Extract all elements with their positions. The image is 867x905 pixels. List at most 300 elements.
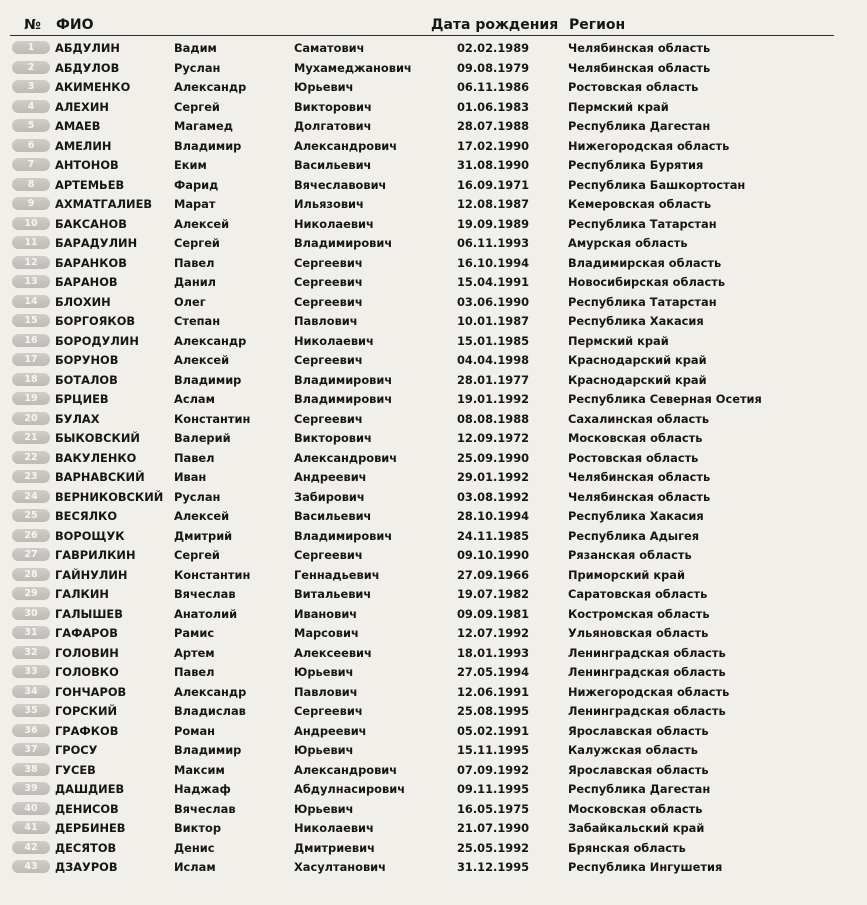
last-name: ВАКУЛЕНКО	[55, 450, 137, 465]
region: Пермский край	[568, 333, 669, 348]
birth-date: 09.10.1990	[457, 548, 530, 562]
first-name: Алексей	[174, 509, 230, 523]
row-number-badge: 32	[12, 646, 50, 659]
row-number-badge: 27	[12, 548, 50, 561]
table-row	[0, 311, 867, 331]
last-name: БАРАНОВ	[55, 275, 118, 289]
patronymic: Вячеславович	[294, 177, 387, 192]
last-name: АХМАТГАЛИЕВ	[55, 197, 153, 211]
row-number-badge: 41	[12, 821, 50, 834]
region: Челябинская область	[568, 470, 711, 484]
last-name: ВАРНАВСКИЙ	[55, 470, 145, 484]
last-name: АНТОНОВ	[55, 158, 119, 172]
birth-date: 12.07.1992	[457, 626, 530, 640]
birth-date: 27.09.1966	[457, 567, 530, 582]
table-row	[0, 292, 867, 312]
birth-date: 12.06.1991	[457, 684, 530, 699]
region: Республика Хакасия	[568, 509, 704, 523]
region: Саратовская область	[568, 587, 708, 601]
row-number-badge: 16	[12, 334, 50, 347]
first-name: Сергей	[174, 548, 220, 562]
table-row	[0, 194, 867, 214]
header-divider	[10, 35, 834, 36]
row-number-badge: 12	[12, 256, 50, 269]
region: Калужская область	[568, 743, 698, 757]
last-name: ГОНЧАРОВ	[55, 684, 127, 699]
table-row	[0, 253, 867, 273]
first-name: Ислам	[174, 860, 216, 874]
region: Владимирская область	[568, 255, 722, 270]
region: Кемеровская область	[568, 197, 712, 211]
row-number-badge: 9	[12, 197, 50, 210]
patronymic: Александрович	[294, 450, 398, 465]
birth-date: 09.11.1995	[457, 782, 530, 796]
row-number-badge: 3	[12, 80, 50, 93]
first-name: Данил	[174, 275, 217, 289]
region: Республика Бурятия	[568, 158, 704, 172]
patronymic: Александрович	[294, 138, 398, 153]
table-row	[0, 272, 867, 292]
last-name: ГРОСУ	[55, 743, 98, 757]
table-row	[0, 662, 867, 682]
row-number-badge: 6	[12, 139, 50, 152]
table-row	[0, 682, 867, 702]
last-name: БАКСАНОВ	[55, 216, 127, 231]
table-row	[0, 487, 867, 507]
last-name: ГУСЕВ	[55, 762, 96, 777]
region: Республика Татарстан	[568, 294, 717, 309]
row-number-badge: 1	[12, 41, 50, 54]
first-name: Максим	[174, 762, 225, 777]
row-number-badge: 19	[12, 392, 50, 405]
table-row	[0, 331, 867, 351]
patronymic: Алексеевич	[294, 645, 372, 660]
row-number-badge: 18	[12, 373, 50, 386]
row-number-badge: 23	[12, 470, 50, 483]
last-name: ВЕСЯЛКО	[55, 509, 118, 523]
region: Приморский край	[568, 567, 685, 582]
last-name: АРТЕМЬЕВ	[55, 177, 125, 192]
birth-date: 17.02.1990	[457, 138, 530, 153]
first-name: Анатолий	[174, 606, 238, 621]
patronymic: Сергеевич	[294, 548, 363, 562]
last-name: ДАШДИЕВ	[55, 782, 125, 796]
last-name: ДЕСЯТОВ	[55, 840, 117, 855]
row-number-badge: 7	[12, 158, 50, 171]
first-name: Александр	[174, 684, 247, 699]
birth-date: 06.11.1993	[457, 236, 530, 250]
row-number-badge: 2	[12, 61, 50, 74]
first-name: Вячеслав	[174, 587, 236, 601]
birth-date: 09.09.1981	[457, 606, 530, 621]
region: Челябинская область	[568, 41, 711, 55]
last-name: БРЦИЕВ	[55, 392, 109, 406]
region: Краснодарский край	[568, 372, 707, 387]
birth-date: 31.08.1990	[457, 158, 530, 172]
birth-date: 19.07.1982	[457, 587, 530, 601]
row-number-badge: 25	[12, 509, 50, 522]
patronymic: Владимирович	[294, 236, 393, 250]
row-number-badge: 28	[12, 568, 50, 581]
birth-date: 09.08.1979	[457, 60, 530, 75]
table-row	[0, 370, 867, 390]
table-row	[0, 740, 867, 760]
first-name: Рамис	[174, 626, 215, 640]
row-number-badge: 35	[12, 704, 50, 717]
row-number-badge: 29	[12, 587, 50, 600]
table-row	[0, 409, 867, 429]
last-name: БОРГОЯКОВ	[55, 314, 136, 328]
header-birth-date: Дата рождения	[431, 17, 559, 33]
patronymic: Владимирович	[294, 392, 393, 406]
birth-date: 25.09.1990	[457, 450, 530, 465]
row-number-badge: 30	[12, 607, 50, 620]
row-number-badge: 36	[12, 724, 50, 737]
region: Костромская область	[568, 606, 710, 621]
birth-date: 10.01.1987	[457, 314, 530, 328]
region: Московская область	[568, 801, 703, 816]
patronymic: Иванович	[294, 606, 358, 621]
region: Нижегородская область	[568, 684, 730, 699]
birth-date: 15.11.1995	[457, 743, 530, 757]
region: Челябинская область	[568, 489, 711, 504]
region: Республика Хакасия	[568, 314, 704, 328]
region: Республика Дагестан	[568, 119, 711, 133]
last-name: ДЕРБИНЕВ	[55, 821, 126, 835]
birth-date: 04.04.1998	[457, 353, 530, 367]
patronymic: Хасултанович	[294, 860, 386, 874]
first-name: Руслан	[174, 60, 221, 75]
last-name: АБДУЛИН	[55, 41, 120, 55]
patronymic: Юрьевич	[294, 665, 354, 679]
last-name: БОРОДУЛИН	[55, 333, 139, 348]
last-name: БЫКОВСКИЙ	[55, 431, 140, 445]
birth-date: 28.07.1988	[457, 119, 530, 133]
region: Брянская область	[568, 840, 686, 855]
last-name: ГАВРИЛКИН	[55, 548, 136, 562]
table-row	[0, 77, 867, 97]
birth-date: 03.08.1992	[457, 489, 530, 504]
first-name: Марат	[174, 197, 216, 211]
patronymic: Витальевич	[294, 587, 372, 601]
first-name: Аслам	[174, 392, 215, 406]
last-name: ГАЙНУЛИН	[55, 567, 128, 582]
first-name: Магамед	[174, 119, 233, 133]
region: Республика Адыгея	[568, 528, 700, 543]
table-row	[0, 116, 867, 136]
table-row	[0, 38, 867, 58]
table-row	[0, 701, 867, 721]
region: Краснодарский край	[568, 353, 707, 367]
patronymic: Сергеевич	[294, 255, 363, 270]
birth-date: 16.09.1971	[457, 177, 530, 192]
birth-date: 06.11.1986	[457, 80, 530, 94]
patronymic: Юрьевич	[294, 80, 354, 94]
first-name: Роман	[174, 723, 216, 738]
table-row	[0, 175, 867, 195]
patronymic: Сергеевич	[294, 275, 363, 289]
region: Республика Дагестан	[568, 782, 711, 796]
birth-date: 25.05.1992	[457, 840, 530, 855]
birth-date: 19.01.1992	[457, 392, 530, 406]
first-name: Александр	[174, 333, 247, 348]
row-number-badge: 33	[12, 665, 50, 678]
table-row	[0, 604, 867, 624]
table-row	[0, 584, 867, 604]
patronymic: Дмитриевич	[294, 840, 375, 855]
table-row	[0, 155, 867, 175]
patronymic: Павлович	[294, 684, 358, 699]
last-name: ГОЛОВИН	[55, 645, 119, 660]
patronymic: Владимирович	[294, 372, 393, 387]
region: Московская область	[568, 431, 703, 445]
header-full-name: ФИО	[56, 17, 94, 33]
region: Ульяновская область	[568, 626, 709, 640]
first-name: Сергей	[174, 99, 220, 114]
table-row	[0, 467, 867, 487]
patronymic: Николаевич	[294, 333, 374, 348]
region: Ленинградская область	[568, 645, 726, 660]
patronymic: Ильязович	[294, 197, 364, 211]
last-name: ГОРСКИЙ	[55, 704, 118, 718]
table-row	[0, 136, 867, 156]
region: Ростовская область	[568, 80, 699, 94]
last-name: АЛЕХИН	[55, 99, 109, 114]
row-number-badge: 34	[12, 685, 50, 698]
region: Ярославская область	[568, 762, 709, 777]
birth-date: 19.09.1989	[457, 216, 530, 231]
row-number-badge: 37	[12, 743, 50, 756]
row-number-badge: 4	[12, 100, 50, 113]
region: Нижегородская область	[568, 138, 730, 153]
table-row	[0, 818, 867, 838]
first-name: Степан	[174, 314, 221, 328]
birth-date: 31.12.1995	[457, 860, 530, 874]
birth-date: 27.05.1994	[457, 665, 530, 679]
row-number-badge: 10	[12, 217, 50, 230]
last-name: АМЕЛИН	[55, 138, 112, 153]
table-row	[0, 857, 867, 877]
last-name: ВЕРНИКОВСКИЙ	[55, 489, 164, 504]
region: Забайкальский край	[568, 821, 705, 835]
last-name: БАРАДУЛИН	[55, 236, 138, 250]
patronymic: Сергеевич	[294, 704, 363, 718]
birth-date: 25.08.1995	[457, 704, 530, 718]
row-number-badge: 14	[12, 295, 50, 308]
patronymic: Юрьевич	[294, 801, 354, 816]
first-name: Владимир	[174, 372, 242, 387]
row-number-badge: 8	[12, 178, 50, 191]
patronymic: Николаевич	[294, 821, 374, 835]
row-number-badge: 21	[12, 431, 50, 444]
first-name: Иван	[174, 470, 207, 484]
last-name: БАРАНКОВ	[55, 255, 127, 270]
region: Республика Башкортостан	[568, 177, 746, 192]
person-list	[0, 38, 867, 877]
table-row	[0, 233, 867, 253]
region: Ленинградская область	[568, 665, 726, 679]
birth-date: 03.06.1990	[457, 294, 530, 309]
table-row	[0, 506, 867, 526]
birth-date: 02.02.1989	[457, 41, 530, 55]
region: Ростовская область	[568, 450, 699, 465]
patronymic: Викторович	[294, 99, 372, 114]
table-header	[0, 14, 867, 36]
patronymic: Николаевич	[294, 216, 374, 231]
patronymic: Геннадьевич	[294, 567, 380, 582]
row-number-badge: 5	[12, 119, 50, 132]
table-row	[0, 350, 867, 370]
patronymic: Забирович	[294, 489, 365, 504]
region: Амурская область	[568, 236, 688, 250]
last-name: ДЕНИСОВ	[55, 801, 119, 816]
last-name: АМАЕВ	[55, 119, 101, 133]
region: Рязанская область	[568, 548, 692, 562]
birth-date: 12.08.1987	[457, 197, 530, 211]
table-row	[0, 799, 867, 819]
first-name: Виктор	[174, 821, 221, 835]
first-name: Еким	[174, 158, 207, 172]
last-name: БОТАЛОВ	[55, 372, 118, 387]
table-row	[0, 448, 867, 468]
patronymic: Сергеевич	[294, 353, 363, 367]
region: Пермский край	[568, 99, 669, 114]
header-number: №	[24, 17, 41, 33]
first-name: Артем	[174, 645, 215, 660]
birth-date: 15.01.1985	[457, 333, 530, 348]
last-name: ВОРОЩУК	[55, 528, 125, 543]
birth-date: 12.09.1972	[457, 431, 530, 445]
row-number-badge: 20	[12, 412, 50, 425]
table-row	[0, 97, 867, 117]
first-name: Денис	[174, 840, 215, 855]
table-row	[0, 428, 867, 448]
region: Республика Татарстан	[568, 216, 717, 231]
region: Новосибирская область	[568, 275, 726, 289]
last-name: БОРУНОВ	[55, 353, 119, 367]
patronymic: Мухамеджанович	[294, 60, 412, 75]
last-name: ГАЛЫШЕВ	[55, 606, 123, 621]
row-number-badge: 13	[12, 275, 50, 288]
table-row	[0, 643, 867, 663]
table-row	[0, 721, 867, 741]
last-name: ГАЛКИН	[55, 587, 109, 601]
row-number-badge: 17	[12, 353, 50, 366]
last-name: ГАФАРОВ	[55, 626, 118, 640]
table-row	[0, 526, 867, 546]
patronymic: Сергеевич	[294, 294, 363, 309]
birth-date: 18.01.1993	[457, 645, 530, 660]
header-region: Регион	[569, 17, 626, 33]
first-name: Владимир	[174, 743, 242, 757]
patronymic: Сергеевич	[294, 411, 363, 426]
birth-date: 29.01.1992	[457, 470, 530, 484]
row-number-badge: 24	[12, 490, 50, 503]
first-name: Александр	[174, 80, 247, 94]
row-number-badge: 40	[12, 802, 50, 815]
patronymic: Долгатович	[294, 119, 372, 133]
last-name: ГОЛОВКО	[55, 665, 119, 679]
table-row	[0, 545, 867, 565]
row-number-badge: 43	[12, 860, 50, 873]
last-name: ГРАФКОВ	[55, 723, 119, 738]
first-name: Дмитрий	[174, 528, 233, 543]
region: Челябинская область	[568, 60, 711, 75]
first-name: Фарид	[174, 177, 219, 192]
row-number-badge: 26	[12, 529, 50, 542]
table-row	[0, 565, 867, 585]
patronymic: Васильевич	[294, 509, 372, 523]
patronymic: Саматович	[294, 41, 365, 55]
first-name: Алексей	[174, 216, 230, 231]
table-row	[0, 623, 867, 643]
first-name: Павел	[174, 450, 215, 465]
last-name: АБДУЛОВ	[55, 60, 120, 75]
region: Сахалинская область	[568, 411, 710, 426]
patronymic: Юрьевич	[294, 743, 354, 757]
patronymic: Андреевич	[294, 723, 367, 738]
first-name: Павел	[174, 255, 215, 270]
birth-date: 16.10.1994	[457, 255, 530, 270]
last-name: БУЛАХ	[55, 411, 100, 426]
birth-date: 01.06.1983	[457, 99, 530, 114]
first-name: Владимир	[174, 138, 242, 153]
row-number-badge: 38	[12, 763, 50, 776]
region: Республика Ингушетия	[568, 860, 723, 874]
first-name: Павел	[174, 665, 215, 679]
last-name: БЛОХИН	[55, 294, 111, 309]
first-name: Вячеслав	[174, 801, 236, 816]
patronymic: Викторович	[294, 431, 372, 445]
table-row	[0, 58, 867, 78]
row-number-badge: 15	[12, 314, 50, 327]
table-row	[0, 389, 867, 409]
birth-date: 21.07.1990	[457, 821, 530, 835]
first-name: Константин	[174, 411, 251, 426]
birth-date: 16.05.1975	[457, 801, 530, 816]
row-number-badge: 22	[12, 451, 50, 464]
row-number-badge: 39	[12, 782, 50, 795]
table-row	[0, 838, 867, 858]
first-name: Олег	[174, 294, 206, 309]
birth-date: 07.09.1992	[457, 762, 530, 777]
patronymic: Павлович	[294, 314, 358, 328]
first-name: Константин	[174, 567, 251, 582]
region: Ярославская область	[568, 723, 709, 738]
birth-date: 28.10.1994	[457, 509, 530, 523]
patronymic: Александрович	[294, 762, 398, 777]
first-name: Вадим	[174, 41, 217, 55]
patronymic: Абдулнасирович	[294, 782, 406, 796]
birth-date: 15.04.1991	[457, 275, 530, 289]
region: Республика Северная Осетия	[568, 392, 762, 406]
table-row	[0, 214, 867, 234]
last-name: АКИМЕНКО	[55, 80, 131, 94]
first-name: Валерий	[174, 431, 231, 445]
last-name: ДЗАУРОВ	[55, 860, 118, 874]
birth-date: 05.02.1991	[457, 723, 530, 738]
patronymic: Васильевич	[294, 158, 372, 172]
first-name: Сергей	[174, 236, 220, 250]
table-row	[0, 779, 867, 799]
region: Ленинградская область	[568, 704, 726, 718]
patronymic: Владимирович	[294, 528, 393, 543]
patronymic: Марсович	[294, 626, 359, 640]
birth-date: 08.08.1988	[457, 411, 530, 426]
row-number-badge: 42	[12, 841, 50, 854]
first-name: Наджаф	[174, 782, 231, 796]
birth-date: 28.01.1977	[457, 372, 530, 387]
